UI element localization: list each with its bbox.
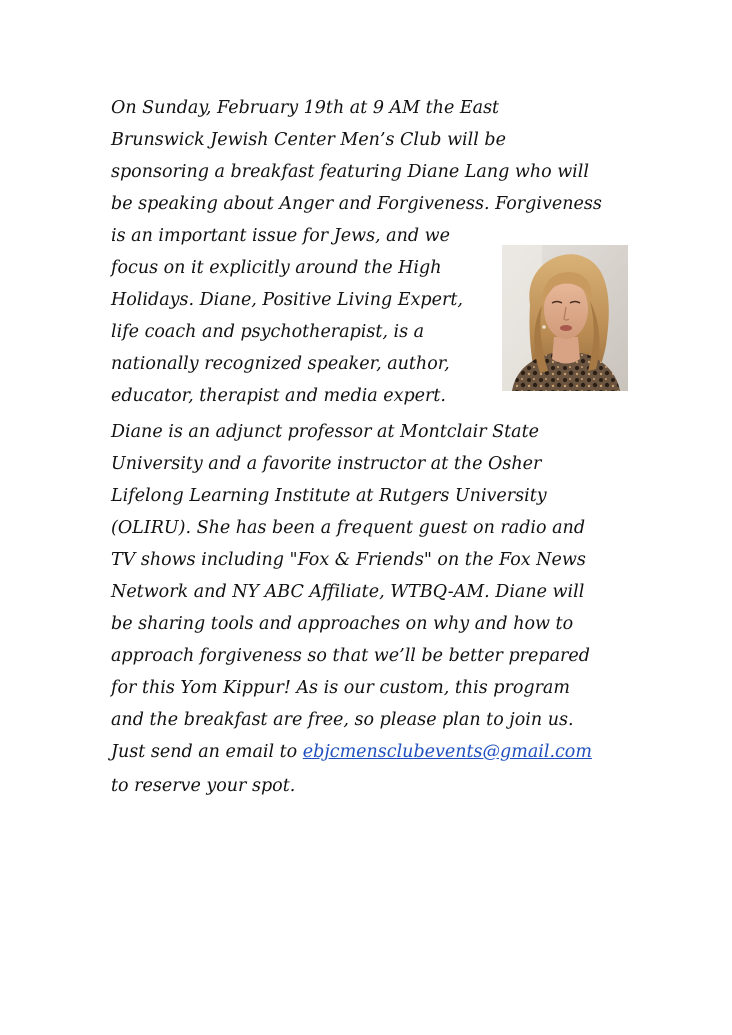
- body-line: for this Yom Kippur! As is our custom, this program: [111, 678, 570, 698]
- body-line: to reserve your spot.: [111, 776, 296, 796]
- body-line: is an important issue for Jews, and we: [111, 226, 450, 246]
- body-line: and the breakfast are free, so please plan to join us.: [111, 710, 574, 730]
- body-line: Lifelong Learning Institute at Rutgers University: [111, 486, 547, 506]
- body-line: On Sunday, February 19th at 9 AM the East: [111, 98, 500, 118]
- body-line: University and a favorite instructor at the Osher: [111, 454, 542, 474]
- body-line: Diane is an adjunct professor at Montclair State: [111, 422, 540, 442]
- body-line-email: [111, 740, 592, 764]
- email-prefix: Just send an email to: [111, 742, 303, 762]
- speaker-photo: [502, 245, 628, 391]
- body-line: sponsoring a breakfast featuring Diane Lang who will: [111, 162, 589, 182]
- body-line: be speaking about Anger and Forgiveness. Forgiveness: [111, 194, 602, 214]
- body-line: Brunswick Jewish Center Men’s Club will be: [111, 130, 506, 150]
- body-line: Network and NY ABC Affiliate, WTBQ-AM. Diane will: [111, 582, 585, 602]
- body-line: TV shows including "Fox & Friends" on the Fox News: [111, 550, 586, 570]
- email-link[interactable]: ebjcmensclubevents@gmail.com: [302, 742, 592, 762]
- body-line: life coach and psychotherapist, is a: [111, 322, 425, 342]
- body-line: focus on it explicitly around the High: [111, 258, 442, 278]
- body-line: be sharing tools and approaches on why and how to: [111, 614, 574, 634]
- body-line: (OLIRU). She has been a frequent guest on radio and: [111, 518, 586, 538]
- body-line: educator, therapist and media expert.: [111, 386, 446, 406]
- body-line: Holidays. Diane, Positive Living Expert,: [111, 290, 463, 310]
- body-line: nationally recognized speaker, author,: [111, 354, 450, 374]
- body-line: approach forgiveness so that we’ll be better prepared: [111, 646, 590, 666]
